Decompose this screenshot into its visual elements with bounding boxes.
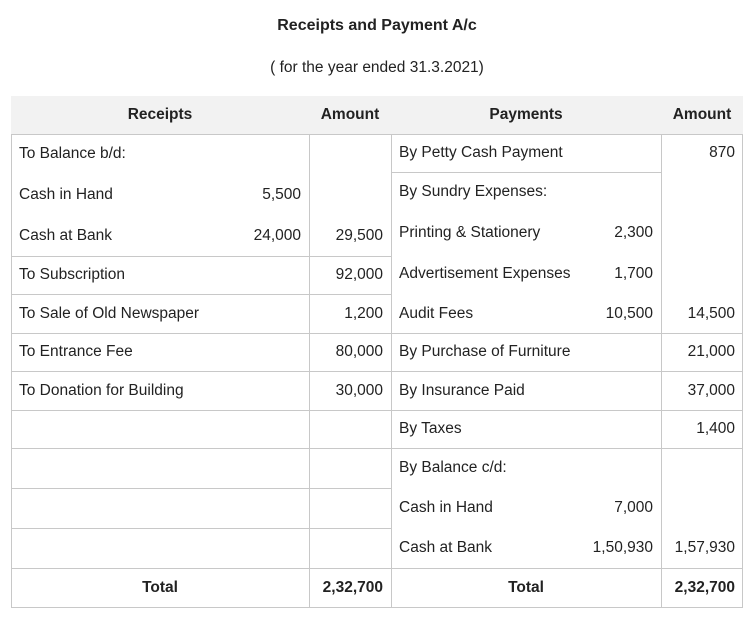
receipt-entrance-fee-amount: 80,000 xyxy=(335,343,383,360)
header-receipts-amount: Amount xyxy=(309,96,391,134)
payment-cash-at-bank-value: 1,50,930 xyxy=(592,539,653,556)
payment-balance-total: 1,57,930 xyxy=(674,539,735,556)
receipt-sale-newspaper-amount: 1,200 xyxy=(344,304,383,322)
payment-furniture-amount: 21,000 xyxy=(687,343,735,360)
payment-taxes-amount: 1,400 xyxy=(696,420,735,437)
receipt-donation-amount: 30,000 xyxy=(335,381,383,399)
payment-sundry-total: 14,500 xyxy=(687,304,735,322)
payment-taxes-label: By Taxes xyxy=(399,420,462,437)
receipt-subscription-amount: 92,000 xyxy=(335,266,383,283)
payment-cash-in-hand-value: 7,000 xyxy=(614,499,653,516)
receipt-cash-at-bank-label: Cash at Bank xyxy=(19,227,113,244)
payments-total-amount: 2,32,700 xyxy=(674,579,735,596)
receipts-total-label: Total xyxy=(142,579,178,596)
receipt-cash-in-hand-value: 5,500 xyxy=(262,186,301,203)
header-payments: Payments xyxy=(391,96,661,134)
payment-insurance-amount: 37,000 xyxy=(687,381,735,399)
payment-advertisement-label: Advertisement Expenses xyxy=(399,265,571,282)
payment-cash-in-hand-label: Cash in Hand xyxy=(399,499,493,516)
payment-furniture-label: By Purchase of Furniture xyxy=(399,343,571,360)
payment-audit-value: 10,500 xyxy=(605,304,653,322)
receipt-donation-label: To Donation for Building xyxy=(19,381,184,399)
receipt-balance-total: 29,500 xyxy=(335,227,383,244)
page-subtitle: ( for the year ended 31.3.2021) xyxy=(270,59,484,76)
page-title: Receipts and Payment A/c xyxy=(277,17,477,34)
receipt-cash-in-hand-label: Cash in Hand xyxy=(19,186,113,203)
payment-printing-label: Printing & Stationery xyxy=(399,224,541,241)
payment-audit-label: Audit Fees xyxy=(399,304,474,322)
receipt-balance-bd: To Balance b/d: xyxy=(19,145,126,162)
receipt-entrance-fee-label: To Entrance Fee xyxy=(19,343,133,360)
receipt-subscription-label: To Subscription xyxy=(19,266,125,283)
table-rule xyxy=(11,488,391,489)
receipts-total-amount: 2,32,700 xyxy=(322,579,383,596)
receipt-sale-newspaper-label: To Sale of Old Newspaper xyxy=(19,304,200,322)
receipt-cash-at-bank-value: 24,000 xyxy=(253,227,301,244)
header-receipts: Receipts xyxy=(11,96,309,134)
payment-insurance-label: By Insurance Paid xyxy=(399,381,525,399)
payment-balance-cd: By Balance c/d: xyxy=(399,459,507,476)
payment-cash-at-bank-label: Cash at Bank xyxy=(399,539,493,556)
payment-petty-cash-label: By Petty Cash Payment xyxy=(399,144,563,161)
payment-sundry-label: By Sundry Expenses: xyxy=(399,183,548,200)
header-payments-amount: Amount xyxy=(661,96,743,134)
payment-advertisement-value: 1,700 xyxy=(614,265,653,282)
payments-total-label: Total xyxy=(508,579,544,596)
table-rule xyxy=(11,528,391,529)
payment-petty-cash-amount: 870 xyxy=(709,144,735,161)
receipts-payments-table xyxy=(11,96,743,608)
payment-printing-value: 2,300 xyxy=(614,224,653,241)
